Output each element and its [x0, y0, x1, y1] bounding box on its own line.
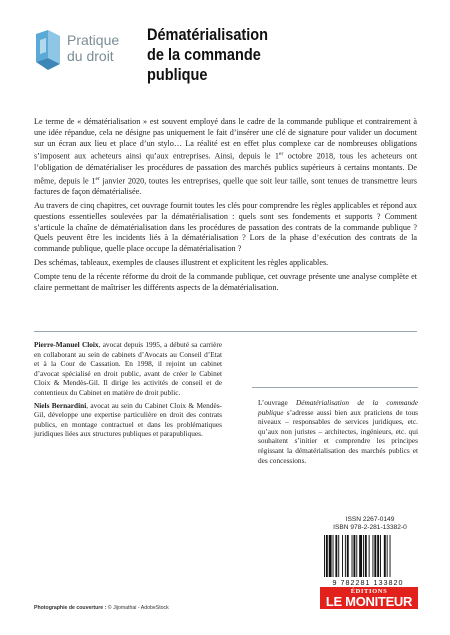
publisher-label: ÉDITIONS [350, 588, 388, 595]
book-title-line3: publique [147, 66, 208, 84]
publisher-logo [320, 587, 418, 609]
photo-credit-label: Photographie de couverture : [34, 605, 107, 611]
author-name-1: Pierre-Manuel Cloix [34, 340, 99, 349]
pratique-du-droit-logo [34, 30, 130, 74]
logo-mark-icon [34, 30, 64, 72]
isbn-block [322, 516, 418, 532]
description-paragraph-3: Des schémas, tableaux, exemples de clauses illustrent et explicitent les règles applicables. [34, 258, 329, 268]
book-title-line2: de la commande [147, 46, 261, 64]
issn-number: ISSN 2267-0149 [345, 516, 395, 523]
author-bio-2 [34, 401, 222, 439]
description-paragraph-4: Compte tenu de la récente réforme du droit de la commande publique, cet ouvrage présente une analyse complète et claire permettant de maîtriser les différents aspects de la dématérialisation. [34, 271, 417, 292]
barcode-icon [322, 535, 418, 580]
book-title [147, 25, 332, 85]
isbn-number: ISBN 978-2-281-13382-0 [333, 524, 407, 531]
logo-text-line2: du droit [67, 48, 114, 64]
audience-book-title: Dématérialisation de la commande publique [258, 398, 418, 417]
audience-text [258, 398, 418, 465]
audience-rule [252, 387, 418, 388]
section-divider [34, 331, 417, 332]
logo-text-line1: Pratique [67, 32, 120, 48]
photo-credit-text: © Jijomathai - AdobeStock [106, 605, 169, 611]
author-text-1: , avocat depuis 1995, a débuté sa carrière en collaborant au sein de cabinets d’Avocats au Conseil d’Etat et à la Cour de Cassation. En 1998, il rejoint un cabinet d’avocat spécialisé en droit public, avant de créer le Cabinet Cloix & Mendès-Gil. Il dirige les activités de conseil et de contentieux du Cabinet en matière de droit public. [34, 340, 222, 397]
photo-credit [34, 605, 169, 611]
author-text-2: , avocat au sein du Cabinet Cloix & Mendès-Gil, développe une expertise particulière en droit des contrats publics, en montage contractuel et dans les problématiques juridiques liées aux structures publiques et parapubliques. [34, 400, 222, 439]
book-title-line1: Dématérialisation [147, 26, 269, 44]
publisher-name: LE MONITEUR [325, 594, 413, 609]
barcode-digits: 9 782281 133820 [332, 578, 404, 587]
book-description [34, 117, 417, 296]
description-paragraph-1: Le terme de « dématérialisation » est souvent employé dans le cadre de la commande publique et contrairement à une idée répandue, cela ne désigne pas uniquement le fait d’insérer une clé de signature pour valider un document sur un écran aux lieu et place d’un stylo… La réalité est en effet plus complexe car de nombreuses obligations s’imposent aux acheteurs ainsi qu’aux entreprises. Ainsi, depuis le 1er octobre 2018, tous les acheteurs ont l’obligation de dématérialiser les procédures de passation des marchés publics supérieurs à certains montants. De même, depuis le 1er janvier 2020, toutes les entreprises, quelle que soit leur taille, sont tenues de transmettre leurs factures de façon dématérialisée. [34, 117, 417, 197]
author-bio-1 [34, 340, 222, 398]
author-bios [34, 340, 222, 442]
audience-rest: s’adresse aussi bien aux praticiens de tous niveaux – responsables de services juridiques, etc. qu’aux non juristes – architectes, ingénieurs, etc. qui souhaitent s’initier et comprendre les principes régissant la dématérialisation des marchés publics et des concessions. [258, 407, 418, 465]
audience-prefix: L’ouvrage [258, 398, 296, 407]
description-paragraph-2: Au travers de cinq chapitres, cet ouvrage fournit toutes les clés pour comprendre les règles applicables et répond aux questions essentielles soulevées par la dématérialisation : quels sont ses fondements et supports ? Comment s’articule la chaîne de dématérialisation dans les procédures de passation des contrats de la commande publique ? Quels peuvent être les incidents liés à la dématérialisation ? Lors de la phase d’exécution des contrats de la commande publique, quelle place occupe la dématérialisation ? [34, 201, 417, 254]
author-name-2: Niels Bernardini [34, 400, 87, 410]
